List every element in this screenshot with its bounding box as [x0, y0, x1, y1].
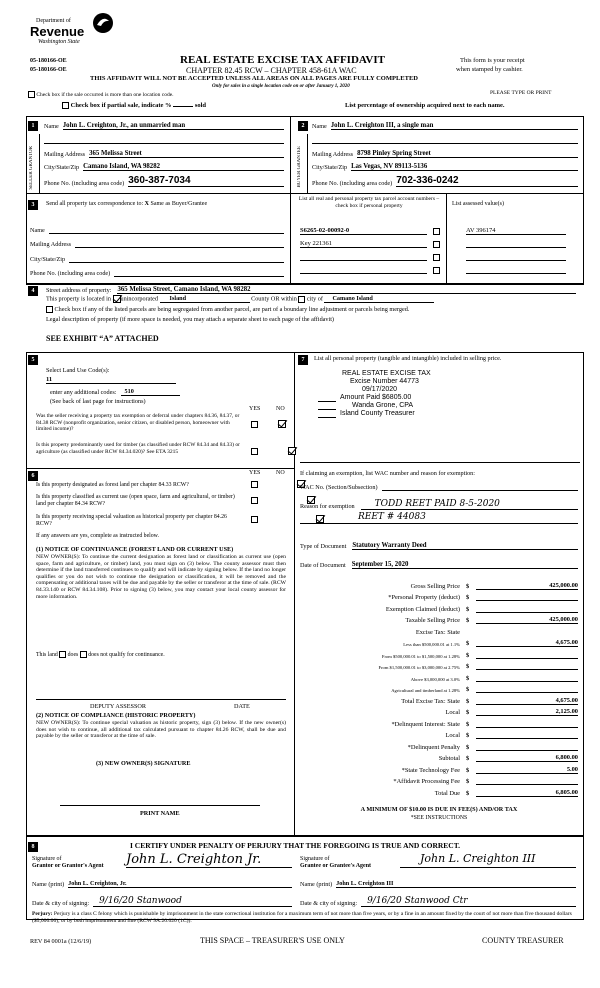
new-owner-signature-label: (3) NEW OWNER(S) SIGNATURE: [96, 760, 191, 767]
seller-city-field[interactable]: Camano Island, WA 98282: [83, 163, 284, 171]
grantor-print-name[interactable]: John L. Creighton, Jr.: [68, 880, 292, 888]
stamp-line-4: Amount Paid $6805.00: [340, 394, 412, 401]
wac-field[interactable]: [382, 490, 578, 491]
corr-phone-field[interactable]: [114, 276, 284, 277]
buyer-name-field[interactable]: John L. Creighton III, a single man: [331, 122, 578, 130]
legal-description-label: Legal description of property (if more space is needed, you may attach a separate sheet to each page of the affidavit): [46, 316, 334, 323]
grantee-date-city[interactable]: 9/16/20 Stanwood Ctr: [361, 896, 576, 907]
parcel-2-personal-checkbox[interactable]: [433, 241, 440, 248]
calc-row-label: Local: [445, 709, 460, 716]
calc-row-currency: $: [466, 732, 470, 739]
doc-type-row: Type of Document Statutory Warranty Deed: [300, 540, 578, 550]
seller-side-label: SELLER GRANTOR: [29, 146, 34, 190]
document-type-field[interactable]: Statutory Warranty Deed: [352, 542, 578, 550]
parcel-list: [300, 222, 440, 274]
sec6-question-2: Is this property classified as current use (open space, farm and agricultural, or timber) land per chapter 84.34 RCW?: [36, 494, 235, 507]
sec6-no-header: NO: [276, 470, 285, 476]
section-1-number: 1: [28, 121, 38, 131]
see-back-note: (See back of last page for instructions): [50, 398, 146, 405]
calc-row-value[interactable]: 4,675.00: [476, 697, 578, 705]
grantee-print-row: Name (print) John L. Creighton III: [300, 878, 576, 888]
calc-row-value[interactable]: [476, 612, 578, 613]
sec6-q1-yes-checkbox[interactable]: [251, 481, 258, 488]
calc-row-currency: $: [466, 674, 470, 682]
property-street-field[interactable]: 365 Melissa Street, Camano Island, WA 98282: [117, 286, 576, 294]
calc-row: [300, 716, 578, 728]
calc-row-currency: $: [466, 743, 470, 751]
calc-row-label: Exemption Claimed (deduct): [385, 605, 460, 613]
calc-row-label: Taxable Selling Price: [405, 617, 460, 624]
pct-ownership-note: List percentage of ownership acquired next to each name.: [345, 102, 505, 109]
seller-name-row: Name John L. Creighton, Jr., an unmarried man: [44, 120, 284, 130]
calc-row-currency: $: [466, 605, 470, 613]
calc-row-label: *State Technology Fee: [401, 766, 460, 774]
calc-row-currency: $: [466, 640, 470, 647]
same-as-buyer-mark[interactable]: X: [144, 201, 149, 207]
receipt-note-1: This form is your receipt: [460, 57, 525, 64]
seller-phone-row: Phone No. (including area code) 360-387-7034: [44, 175, 284, 187]
calc-row-currency: $: [466, 789, 470, 797]
unincorporated-checkbox[interactable]: [113, 295, 121, 303]
calc-row-value[interactable]: [476, 669, 578, 670]
deputy-assessor-label: DEPUTY ASSESSOR: [90, 703, 146, 710]
calc-row-value[interactable]: [476, 681, 578, 682]
section-8-number: 8: [28, 842, 38, 852]
grantor-signature[interactable]: John L. Creighton Jr.: [126, 852, 292, 868]
receipt-note-2: when stamped by cashier.: [456, 66, 523, 73]
partial-sale-row: Check box if partial sale, indicate % sold: [62, 102, 206, 109]
calc-row: [300, 739, 578, 751]
grantor-date-row: Date & city of signing: 9/16/20 Stanwood: [32, 895, 292, 907]
calc-row-label: Total Due: [434, 789, 460, 797]
multi-location-checkbox[interactable]: [28, 91, 35, 98]
calc-row-value[interactable]: [476, 600, 578, 601]
buyer-city-field[interactable]: Las Vegas, NV 89113-5136: [351, 163, 578, 171]
corr-name-row: Name: [30, 224, 284, 234]
buyer-mail-row: Mailing Address 8798 Pinley Spring Street: [312, 148, 578, 158]
section-4-number: 4: [28, 286, 38, 296]
calc-row: [300, 659, 578, 671]
does-checkbox[interactable]: [59, 651, 66, 658]
grantee-sig-label: Signature of Grantee or Grantee's Agent: [300, 856, 372, 869]
sec5-yes-header: YES: [249, 406, 261, 412]
calc-row-value[interactable]: 4,675.00: [476, 639, 578, 647]
parcel-3-personal-checkbox[interactable]: [433, 254, 440, 261]
grantee-signature[interactable]: John L. Creighton III: [400, 852, 576, 868]
calc-row: [300, 751, 578, 763]
calc-row-value[interactable]: [476, 738, 578, 739]
section-6-number: 6: [28, 471, 38, 481]
sec5-q2-no-checkbox[interactable]: [288, 447, 296, 455]
assessed-header: List assessed value(s): [452, 201, 504, 207]
corr-phone-row: Phone No. (including area code): [30, 267, 284, 277]
notice-compliance-title: (2) NOTICE OF COMPLIANCE (HISTORIC PROPERTY): [36, 712, 196, 719]
calc-row-label: From $500,000.01 to $1,500,000 at 1.28%: [381, 653, 460, 659]
deputy-assessor-line[interactable]: [36, 699, 286, 700]
calc-row-value[interactable]: [476, 692, 578, 693]
grantor-print-row: Name (print) John L. Creighton, Jr.: [32, 878, 292, 888]
form-warning: THIS AFFIDAVIT WILL NOT BE ACCEPTED UNLESS ALL AREAS ON ALL PAGES ARE FULLY COMPLETED: [90, 75, 418, 82]
sec5-question-1: Was the seller receiving a property tax exemption or deferral under chapters 84.36, 84.37, or 84.38 RCW (nonprofit organization, senior citizen, or disabled person, homeowner with limited income)?: [36, 413, 240, 432]
tax-calc-table: [300, 578, 578, 797]
stamp-line-5: Wanda Grone, CPA: [352, 402, 414, 409]
sec5-q1-yes-checkbox[interactable]: [251, 421, 258, 428]
calc-row-currency: $: [466, 582, 470, 590]
certify-statement: I CERTIFY UNDER PENALTY OF PERJURY THAT THE FOREGOING IS TRUE AND CORRECT.: [130, 841, 461, 850]
calc-row-label: Excise Tax: State: [415, 628, 460, 636]
notice-continuance-title: (1) NOTICE OF CONTINUANCE (FOREST LAND OR CURRENT USE): [36, 546, 234, 553]
please-type: PLEASE TYPE OR PRINT: [490, 90, 552, 96]
dor-logo-icon: [92, 12, 114, 34]
stamp-line-6: Island County Treasurer: [340, 410, 415, 417]
notice-compliance-body: NEW OWNER(S): To continue special valuation as historic property, sign (3) below. If the new owner(s) does not wish to continue, all additional tax calculated pursuant to chapter 84.26 RCW, shall be due and payable by the seller or transferor at the time of sale.: [36, 720, 286, 740]
location-row: This property is located in unincorporated Island County OR within city of Camano Island: [46, 295, 434, 303]
calc-row-currency: $: [466, 755, 470, 762]
reason-row: Reason for exemption TODD REET PAID 8-5-2020: [300, 498, 578, 510]
additional-codes-row: enter any additional codes: 510: [50, 386, 180, 396]
see-instructions-note: *SEE INSTRUCTIONS: [410, 815, 468, 821]
county-field[interactable]: Island: [160, 295, 250, 303]
calc-row-value[interactable]: 2,125.00: [476, 708, 578, 716]
calc-row-label: *Affidavit Processing Fee: [393, 778, 460, 785]
document-date-field[interactable]: September 15, 2020: [352, 561, 578, 569]
calc-row-currency: $: [466, 778, 470, 785]
calc-row-currency: $: [466, 663, 470, 670]
calc-row-currency: $: [466, 766, 470, 774]
doc-date-row: Date of Document September 15, 2020: [300, 559, 578, 569]
calc-row-value[interactable]: 425,000.00: [476, 582, 578, 590]
buyer-side-label: BUYER GRANTEE: [297, 146, 302, 188]
does-not-checkbox[interactable]: [80, 651, 87, 658]
calc-row-currency: $: [466, 651, 470, 659]
calc-row-value[interactable]: [476, 727, 578, 728]
calc-row: [300, 624, 578, 636]
print-name-line[interactable]: [60, 805, 260, 806]
calc-row-currency: $: [466, 686, 470, 693]
seller-name-field[interactable]: John L. Creighton, Jr., an unmarried man: [63, 122, 284, 130]
sec5-q2-yes-checkbox[interactable]: [251, 448, 258, 455]
assessed-1-field[interactable]: AV 396174: [466, 227, 566, 235]
assessed-2-field[interactable]: [466, 247, 566, 248]
parcel-4-field[interactable]: [300, 273, 427, 274]
calc-row: [300, 682, 578, 694]
calc-row: [300, 728, 578, 740]
section-3-number: 3: [28, 200, 38, 210]
form-chapter: CHAPTER 82.45 RCW – CHAPTER 458-61A WAC: [186, 66, 357, 75]
calc-row-label: Less than $500,000.01 at 1.1%: [403, 642, 460, 647]
calc-row-label: Agricultural and timberland at 1.28%: [391, 688, 460, 693]
reason-field[interactable]: TODD REET PAID 8-5-2020: [361, 499, 578, 510]
sec6-question-3: Is this property receiving special valuation as historical property per chapter 84.26 RCW?: [36, 514, 227, 527]
if-yes-note: If any answers are yes, complete as instructed below.: [36, 533, 159, 539]
sec5-question-2: Is this property predominantly used for timber (as classified under RCW 84.34 and 84.33) or agriculture (as classified under RCW 84.34.020)? See ETA 3215: [36, 442, 240, 455]
send-correspondence: Send all property tax correspondence to: X Same as Buyer/Grantee: [46, 201, 208, 207]
calc-row: [300, 601, 578, 613]
sec6-yes-header: YES: [249, 470, 261, 476]
assessed-list: [466, 222, 566, 274]
parcel-4-personal-checkbox[interactable]: [433, 267, 440, 274]
notice-continuance-body: NEW OWNER(S): To continue the current designation as forest land or classification as current use (open space, farm and agriculture, or timber) land, you must sign on (3) below. The county assessor must then determine if the land transferred continues to qualify and will indicate by signing below. If the land no longer qualifies or you do not wish to continue the designation or classification, it will be removed and the compensating or additional taxes will be due and payable by the seller or transferor at the time of sale. (RCW 84.33.140 or RCW 84.34.108). Prior to signing (3) below, you may contact your local county assessor for more information.: [36, 554, 286, 600]
multi-location-row: Check box if the sale occurred is more than one location code.: [28, 91, 174, 98]
calc-row-value[interactable]: 6,805.00: [476, 789, 578, 797]
calc-row-label: Subtotal: [438, 755, 460, 762]
sec6-question-1: Is this property designated as forest land per chapter 84.33 RCW?: [36, 482, 189, 488]
buyer-phone-row: Phone No. (including area code) 702-336-0242: [312, 175, 578, 187]
seller-mail-field[interactable]: 365 Melissa Street: [89, 150, 284, 158]
calc-row: [300, 693, 578, 705]
form-code-1: 05-180166-OE: [30, 58, 67, 64]
calc-row-value[interactable]: 6,800.00: [476, 754, 578, 762]
minimum-due-note: A MINIMUM OF $10.00 IS DUE IN FEE(S) AND/OR TAX: [360, 806, 518, 813]
calc-row: [300, 590, 578, 602]
corr-city-row: City/State/Zip: [30, 253, 284, 263]
calc-row-currency: $: [466, 697, 470, 705]
seller-phone-field[interactable]: 360-387-7034: [128, 175, 284, 187]
parcel-2-field[interactable]: Key 221361: [300, 240, 427, 248]
calc-row: [300, 705, 578, 717]
section-5-number: 5: [28, 355, 38, 365]
seller-city-row: City/State/Zip Camano Island, WA 98282: [44, 161, 284, 171]
reason-field-2[interactable]: REET # 44083: [300, 512, 578, 524]
calc-row-label: *Delinquent Interest: State: [391, 720, 460, 728]
buyer-mail-field[interactable]: 8798 Pinley Spring Street: [357, 150, 578, 158]
calc-row-value[interactable]: [476, 784, 578, 785]
partial-sale-checkbox[interactable]: [62, 102, 69, 109]
sec6-q2-yes-checkbox[interactable]: [251, 497, 258, 504]
calc-row: [300, 762, 578, 774]
grantor-sig-label: Signature of Grantor or Grantor's Agent: [32, 856, 104, 869]
parcel-1-personal-checkbox[interactable]: [433, 228, 440, 235]
calc-row: [300, 670, 578, 682]
qualify-row: This land does does not qualify for continuance.: [36, 651, 165, 658]
calc-row-currency: $: [466, 617, 470, 624]
calc-row-value[interactable]: 425,000.00: [476, 616, 578, 624]
city-of-checkbox[interactable]: [298, 296, 305, 303]
exemption-claim-label: If claiming an exemption, list WAC number and reason for exemption:: [300, 470, 475, 477]
buyer-name-row: Name John L. Creighton III, a single man: [312, 120, 578, 130]
dor-logo: [30, 12, 120, 52]
sec5-no-header: NO: [276, 406, 285, 412]
sec6-q3-yes-checkbox[interactable]: [251, 516, 258, 523]
calc-row-label: Total Excise Tax: State: [401, 697, 460, 705]
grantee-print-name[interactable]: John L. Creighton III: [336, 880, 576, 888]
calc-row-value[interactable]: 5.00: [476, 766, 578, 774]
perjury-statement: Perjury: Perjury is a class C felony which is punishable by imprisonment in the state correctional institution for a maximum term of not more than five years, or by a fine in an amount fixed by the court of not more than five thousand dollars ($5,000.00), or by both imprisonment and fine (RCW 9A.20.020 (1C)).: [32, 911, 572, 924]
grantor-date-city[interactable]: 9/16/20 Stanwood: [93, 896, 292, 907]
form-title: REAL ESTATE EXCISE TAX AFFIDAVIT: [180, 54, 385, 66]
stamp-line-1: REAL ESTATE EXCISE TAX: [342, 370, 431, 377]
land-use-label: Select Land Use Code(s):: [46, 367, 110, 374]
buyer-city-row: City/State/Zip Las Vegas, NV 89113-5136: [312, 161, 578, 171]
calc-row: [300, 578, 578, 590]
assessed-3-field[interactable]: [466, 260, 566, 261]
additional-codes-field[interactable]: 510: [121, 388, 181, 396]
stamp-line-2: Excise Number 44773: [350, 378, 419, 385]
logo-name: Revenue: [30, 24, 85, 39]
calc-row-currency: $: [466, 709, 470, 716]
corr-mail-field[interactable]: [75, 247, 284, 248]
sec5-q1-no-checkbox[interactable]: [278, 420, 286, 428]
calc-row-label: From $1,500,000.01 to $3,000,000 at 2.75%: [378, 665, 460, 670]
land-use-code-field[interactable]: 11: [46, 376, 176, 384]
calc-row-label: Local: [445, 732, 460, 739]
calc-row: [300, 636, 578, 648]
calc-row-value[interactable]: [476, 750, 578, 751]
deputy-date-label: DATE: [234, 703, 250, 710]
personal-property-label: List all personal property (tangible and intangible) included in selling price.: [314, 355, 502, 362]
assessed-4-field[interactable]: [466, 273, 566, 274]
grantee-date-row: Date & city of signing: 9/16/20 Stanwood Ctr: [300, 895, 576, 907]
section-7-number: 7: [298, 355, 308, 365]
calc-row-label: Above $3,000,000 at 3.0%: [410, 676, 460, 682]
corr-name-field[interactable]: [49, 233, 284, 234]
calc-row: [300, 613, 578, 625]
calc-row-currency: $: [466, 720, 470, 728]
treasurer-use-label: THIS SPACE – TREASURER'S USE ONLY: [200, 936, 345, 945]
county-treasurer-label: COUNTY TREASURER: [482, 936, 564, 945]
form-code-2: 05-180166-OE: [30, 67, 67, 73]
parcel-3-field[interactable]: [300, 260, 427, 261]
calc-row-label: *Personal Property (deduct): [388, 594, 460, 601]
calc-row-label: Gross Selling Price: [410, 582, 460, 590]
calc-row-currency: $: [466, 594, 470, 601]
street-row: Street address of property: 365 Melissa Street, Camano Island, WA 98282: [46, 284, 576, 294]
calc-row: [300, 647, 578, 659]
treasurer-stamp: [316, 370, 476, 418]
calc-row: [300, 774, 578, 786]
corr-city-field[interactable]: [69, 262, 284, 263]
legal-description-value[interactable]: SEE EXHIBIT “A” ATTACHED: [46, 334, 159, 343]
logo-state: Washington State: [38, 39, 80, 45]
only-for-note: Only for sales in a single location code on or after January 1, 2020: [212, 84, 350, 89]
section-2-number: 2: [298, 121, 308, 131]
form-revision: REV 84 0001a (12/6/19): [30, 938, 92, 945]
calc-row: [300, 785, 578, 797]
parcel-1-field[interactable]: S6265-02-00092-0: [300, 227, 427, 235]
parcel-list-header: List all real and personal property tax parcel account numbers – check box if personal property: [298, 196, 440, 209]
logo-dept: Department of: [36, 18, 71, 24]
city-field[interactable]: Camano Island: [324, 295, 434, 303]
wac-row: WAC No. (Section/Subsection): [300, 481, 578, 491]
buyer-phone-field[interactable]: 702-336-0242: [396, 175, 578, 187]
stamp-line-3: 09/17/2020: [362, 386, 398, 393]
segregated-checkbox[interactable]: [46, 306, 53, 313]
calc-row-label: *Delinquent Penalty: [407, 743, 460, 751]
calc-row-value[interactable]: [476, 658, 578, 659]
seller-mail-row: Mailing Address 365 Melissa Street: [44, 148, 284, 158]
print-name-label: PRINT NAME: [140, 810, 180, 817]
segregated-row: Check box if any of the listed parcels are being segregated from another parcel, are part of a boundary line adjustment or parcels being merged.: [46, 306, 409, 313]
corr-mail-row: Mailing Address: [30, 238, 284, 248]
